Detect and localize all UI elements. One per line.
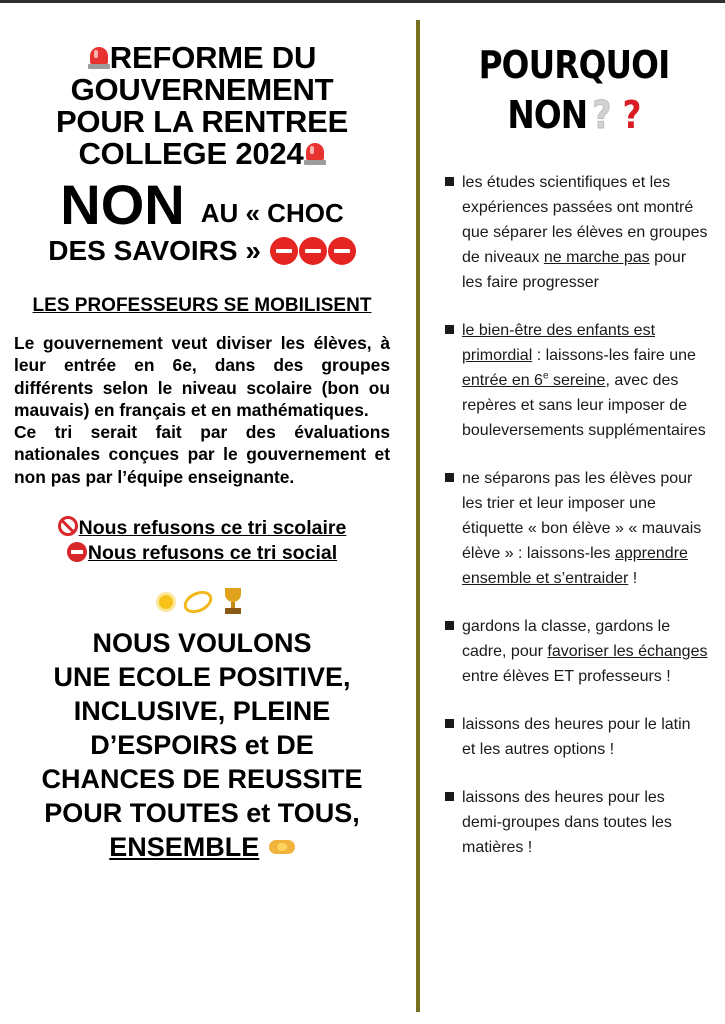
non-heading (14, 173, 390, 236)
why-line-2 (459, 90, 689, 140)
bullet-square-icon (445, 473, 454, 482)
reason-5-text: laissons des heures pour le latin et les autres options ! (462, 716, 691, 758)
vision-statement (14, 626, 390, 864)
non-rest-text: AU « CHOC (200, 198, 344, 228)
reason-2-end: , avec des repères et sans leur imposer de bouleversements supplémentaires (462, 372, 706, 439)
list-item (440, 466, 708, 591)
explanation-text (14, 332, 390, 488)
stop-sign-icon (328, 237, 356, 265)
vision-line-3: INCLUSIVE, PLEINE (73, 696, 331, 727)
reason-2-entry: entrée en 6 (462, 372, 543, 389)
why-heading (459, 40, 689, 140)
mobilise-subheading: LES PROFESSEURS SE MOBILISENT (32, 295, 372, 316)
explanation-paragraph-1: Le gouvernement veut diviser les élèves, à leur entrée en 6e, dans des groupes différents selon le niveau scolaire (bon ou mauvais) en français et en mathématiques. (14, 333, 390, 420)
title-line-4 (14, 138, 390, 170)
reason-4-emphasis: favoriser les échanges (547, 643, 708, 660)
red-question-icon: ? (622, 93, 641, 137)
why-line-1: POURQUOI (478, 43, 670, 87)
reason-2-sereine: sereine (548, 372, 606, 389)
dizzy-icon (180, 587, 216, 618)
refusal-line-2 (14, 541, 390, 566)
reason-4-end: entre élèves ET professeurs ! (462, 668, 671, 685)
refusal-block (14, 516, 390, 566)
stop-sign-icon (270, 237, 298, 265)
poster-title (14, 42, 390, 170)
vision-line-5: CHANCES DE REUSSITE (41, 764, 363, 795)
list-item (440, 170, 708, 295)
non-heading-line-2 (14, 234, 390, 268)
choc-text: DES SAVOIRS » (48, 235, 261, 266)
vision-line-1: NOUS VOULONS (92, 628, 312, 659)
title-line-3: POUR LA RENTREE (55, 104, 349, 139)
reason-2-text: : laissons-les faire une (532, 347, 696, 364)
refusal-text-2: Nous refusons ce tri social (87, 542, 338, 565)
list-item (440, 318, 708, 443)
reason-3-emphasis: apprendre ensemble et s’entraider (462, 545, 688, 587)
reason-2-emphasis-2 (462, 372, 605, 389)
left-column (14, 42, 390, 864)
top-border (0, 0, 725, 3)
handshake-icon (269, 840, 295, 854)
emoji-row (14, 588, 390, 622)
reason-2-emphasis: le bien-être des enfants est primordial (462, 322, 656, 364)
vision-ensemble: ENSEMBLE (109, 832, 260, 863)
prohibited-icon (58, 516, 78, 536)
reason-4-text: gardons la classe, gardons le cadre, pour (462, 618, 671, 660)
title-text-4: COLLEGE 2024 (78, 136, 304, 171)
right-column (440, 40, 708, 860)
trophy-icon (221, 588, 245, 616)
why-non: NON (507, 93, 588, 137)
non-word: NON (60, 173, 185, 236)
vision-line-4: D’ESPOIRS et DE (90, 730, 314, 761)
vision-line-2: UNE ECOLE POSITIVE, (53, 662, 351, 693)
bullet-square-icon (445, 621, 454, 630)
title-line-1 (14, 42, 390, 74)
vision-line-6: POUR TOUTES et TOUS, (44, 798, 360, 829)
bullet-square-icon (445, 719, 454, 728)
list-item (440, 614, 708, 689)
vision-line-7 (14, 830, 390, 864)
reason-1-text: les études scientifiques et les expériences passées ont montré que séparer les élèves en groupes de niveaux (462, 174, 708, 266)
reason-1-end: pour les faire progresser (462, 249, 687, 291)
white-question-icon: ? (592, 93, 611, 137)
no-entry-icon (67, 542, 87, 562)
bullet-square-icon (445, 177, 454, 186)
title-line-2: GOUVERNEMENT (70, 72, 334, 107)
explanation-paragraph-2: Ce tri serait fait par des évaluations nationales conçues par le gouvernement et non pas par l’équipe enseignante. (14, 422, 390, 487)
reasons-list (440, 170, 708, 860)
reason-6-text: laissons des heures pour les demi-groupes dans toutes les matières ! (462, 789, 672, 856)
stop-sign-icon (299, 237, 327, 265)
reason-3-text: ne séparons pas les élèves pour les trier et leur imposer une étiquette « bon élève » « mauvais élève » : laissons-les (462, 470, 702, 562)
bullet-square-icon (445, 325, 454, 334)
siren-icon (88, 44, 110, 70)
siren-icon (304, 140, 326, 166)
column-divider (416, 20, 420, 1012)
refusal-line-1 (14, 516, 390, 541)
reason-1-emphasis: ne marche pas (543, 249, 650, 266)
reason-2-sup: e (542, 370, 549, 382)
sun-icon (159, 595, 173, 609)
reason-3-end: ! (628, 570, 638, 587)
bullet-square-icon (445, 792, 454, 801)
title-text-1: REFORME DU (109, 40, 317, 75)
refusal-text-1: Nous refusons ce tri scolaire (78, 517, 347, 540)
list-item (440, 785, 708, 860)
list-item (440, 712, 708, 762)
